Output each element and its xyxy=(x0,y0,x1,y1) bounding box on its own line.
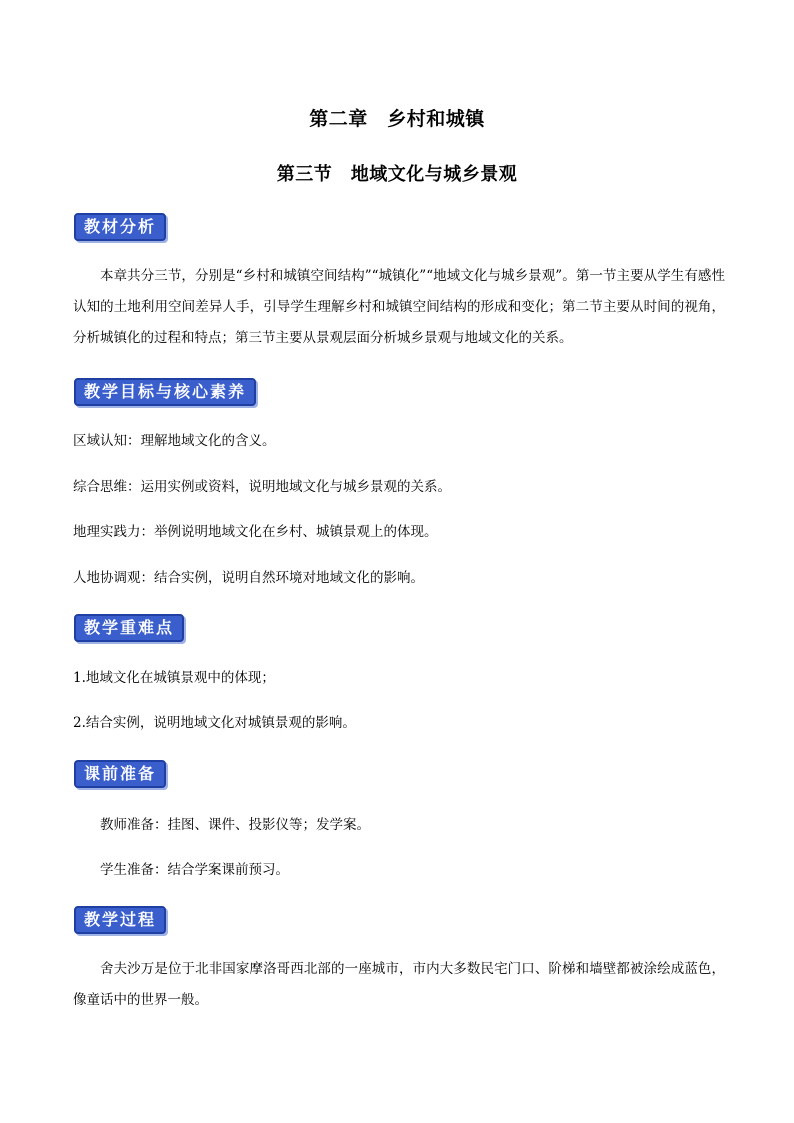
objective-item: 区域认知：理解地域文化的含义。 xyxy=(73,433,276,449)
objective-item: 人地协调观：结合实例，说明自然环境对地域文化的影响。 xyxy=(73,570,424,586)
analysis-paragraph: 本章共分三节，分别是“乡村和城镇空间结构”“城镇化”“地域文化与城乡景观”。第一节主要从学生有感性认知的土地利用空间差异人手，引导学生理解乡村和城镇空间结构的形成和变化；第二节主要从时间的视角，分析城镇化的过程和特点；第三节主要从景观层面分析城乡景观与地域文化的关系。 xyxy=(73,268,725,346)
preparation-item: 学生准备：结合学案课前预习。 xyxy=(100,862,289,878)
section-title: 第三节 地域文化与城乡景观 xyxy=(276,164,518,185)
preparation-item: 教师准备：挂图、课件、投影仪等；发学案。 xyxy=(100,817,370,833)
key-point-item: 2.结合实例，说明地域文化对城镇景观的影响。 xyxy=(73,715,356,731)
process-paragraph: 舍夫沙万是位于北非国家摩洛哥西北部的一座城市，市内大多数民宅门口、阶梯和墙壁都被涂绘成蓝色，像童话中的世界一般。 xyxy=(73,961,725,1008)
analysis-heading-badge: 教材分析 xyxy=(74,213,166,241)
objective-item: 地理实践力：举例说明地域文化在乡村、城镇景观上的体现。 xyxy=(73,524,438,540)
objective-item: 综合思维：运用实例或资料，说明地域文化与城乡景观的关系。 xyxy=(73,479,451,495)
objectives-heading-badge: 教学目标与核心素养 xyxy=(74,378,256,406)
process-heading-badge: 教学过程 xyxy=(74,906,166,934)
key-point-item: 1.地域文化在城镇景观中的体现； xyxy=(73,670,275,686)
chapter-title: 第二章 乡村和城镇 xyxy=(309,108,485,130)
key-points-heading-badge: 教学重难点 xyxy=(74,614,184,642)
preparation-heading-badge: 课前准备 xyxy=(74,760,166,788)
